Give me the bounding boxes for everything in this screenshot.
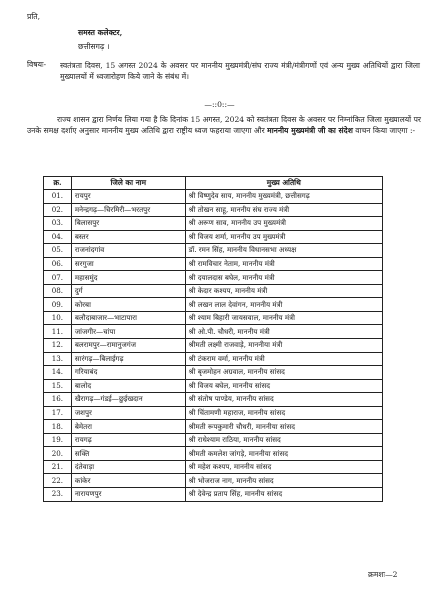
row-chief-guest: श्री रामविचार नेताम, माननीय मंत्री <box>185 257 382 271</box>
row-chief-guest: श्री संतोष पाण्डेय, माननीय सांसद <box>185 393 382 407</box>
row-serial: 02. <box>44 203 72 217</box>
table-row <box>44 460 383 474</box>
row-serial: 20. <box>44 447 72 461</box>
row-district: रायपुर <box>71 190 185 204</box>
row-district: बलौदाबाजार—भाटापारा <box>71 311 185 325</box>
table-row <box>44 366 383 380</box>
row-serial: 03. <box>44 217 72 231</box>
row-chief-guest: श्री विजय बघेल, माननीय सांसद <box>185 379 382 393</box>
header-serial: क्र. <box>44 177 72 190</box>
row-district: जांजगीर—चांपा <box>71 325 185 339</box>
row-serial: 06. <box>44 257 72 271</box>
row-district: रायगढ़ <box>71 433 185 447</box>
row-serial: 08. <box>44 284 72 298</box>
body-paragraph <box>27 115 421 136</box>
row-district: दंतेवाड़ा <box>71 460 185 474</box>
row-district: राजनांदगांव <box>71 244 185 258</box>
subject-label: विषयः- <box>27 60 47 69</box>
addressee: समस्त कलेक्टर, <box>78 28 123 37</box>
row-chief-guest: श्री भोजराज नाग, माननीय सांसद <box>185 474 382 488</box>
separator: —::0::— <box>204 100 235 109</box>
row-serial: 18. <box>44 420 72 434</box>
row-serial: 21. <box>44 460 72 474</box>
table-row <box>44 433 383 447</box>
row-serial: 19. <box>44 433 72 447</box>
table-row <box>44 406 383 420</box>
row-chief-guest: श्री महेश कश्यप, माननीय सांसद <box>185 460 382 474</box>
table-row <box>44 284 383 298</box>
table-row <box>44 257 383 271</box>
row-district: गरियाबंद <box>71 366 185 380</box>
row-chief-guest: श्रीमती कमलेश जांगड़े, माननीया सांसद <box>185 447 382 461</box>
row-serial: 15. <box>44 379 72 393</box>
table-header-row <box>44 177 383 190</box>
row-chief-guest: श्री टंकराम वर्मा, माननीय मंत्री <box>185 352 382 366</box>
table-row <box>44 190 383 204</box>
row-district: बलरामपुर—रामानुजगंज <box>71 339 185 353</box>
paragraph-bold: माननीय मुख्यमंत्री जी का संदेश <box>267 125 353 135</box>
row-chief-guest: श्री लखन लाल देवांगन, माननीय मंत्री <box>185 298 382 312</box>
row-district: नारायणपुर <box>71 488 185 502</box>
row-chief-guest: श्री बृजमोहन अग्रवाल, माननीय सांसद <box>185 366 382 380</box>
row-district: सक्ति <box>71 447 185 461</box>
row-chief-guest: श्री केदार कश्यप, माननीय मंत्री <box>185 284 382 298</box>
row-chief-guest: श्री विजय शर्मा, माननीय उप मुख्यमंत्री <box>185 230 382 244</box>
row-chief-guest: श्री चिंतामणी महाराज, माननीय सांसद <box>185 406 382 420</box>
row-chief-guest: श्री विष्णुदेव साय, माननीय मुख्यमंत्री, छत्तीसगढ़ <box>185 190 382 204</box>
row-district: बस्तर <box>71 230 185 244</box>
row-serial: 22. <box>44 474 72 488</box>
table-row <box>44 393 383 407</box>
table-row <box>44 352 383 366</box>
row-serial: 07. <box>44 271 72 285</box>
row-chief-guest: श्री अरूण साव, माननीय उप मुख्यमंत्री <box>185 217 382 231</box>
row-serial: 17. <box>44 406 72 420</box>
row-serial: 12. <box>44 339 72 353</box>
row-serial: 14. <box>44 366 72 380</box>
row-district: सारंगढ़—बिलाईगढ़ <box>71 352 185 366</box>
row-chief-guest: श्रीमती लक्ष्मी राजवाड़े, माननीया मंत्री <box>185 339 382 353</box>
row-district: बिलासपुर <box>71 217 185 231</box>
addressee-state: छत्तीसगढ़ । <box>78 42 110 51</box>
table-row <box>44 420 383 434</box>
guests-table <box>43 176 383 502</box>
subject-text: स्वतंत्रता दिवस, 15 अगस्त 2024 के अवसर पर माननीय मुख्यमंत्री/संघ राज्य मंत्री/मंत्रीगणों एवं अन्य मुख्य अतिथियों द्वारा जिला मुख्यालयों में ध्वजारोहण किये जाने के संबंध में। <box>60 61 420 81</box>
row-district: जशपुर <box>71 406 185 420</box>
row-serial: 13. <box>44 352 72 366</box>
table-row <box>44 447 383 461</box>
table-row <box>44 230 383 244</box>
row-serial: 05. <box>44 244 72 258</box>
row-serial: 09. <box>44 298 72 312</box>
table-row <box>44 379 383 393</box>
row-district: बेमेतरा <box>71 420 185 434</box>
header-chief-guest: मुख्य अतिथि <box>185 177 382 190</box>
row-serial: 23. <box>44 488 72 502</box>
row-district: मनेन्द्रगढ़—चिरमिरी—भरतपुर <box>71 203 185 217</box>
row-district: दुर्ग <box>71 284 185 298</box>
row-chief-guest: श्री राधेश्याम राठिया, माननीय सांसद <box>185 433 382 447</box>
row-serial: 04. <box>44 230 72 244</box>
row-district: बालोद <box>71 379 185 393</box>
header-district: जिले का नाम <box>71 177 185 190</box>
table-row <box>44 474 383 488</box>
table-row <box>44 311 383 325</box>
row-chief-guest: श्री श्याम बिहारी जायसवाल, माननीय मंत्री <box>185 311 382 325</box>
row-chief-guest: श्री ओ.पी. चौधरी, माननीय मंत्री <box>185 325 382 339</box>
row-chief-guest: श्री दयालदास बघेल, माननीय मंत्री <box>185 271 382 285</box>
row-serial: 16. <box>44 393 72 407</box>
row-district: कांकेर <box>71 474 185 488</box>
table-row <box>44 244 383 258</box>
table-row <box>44 339 383 353</box>
continued-marker: क्रमशः—2 <box>368 570 398 579</box>
paragraph-end: वाचन किया जाएगा :- <box>355 125 416 135</box>
table-row <box>44 217 383 231</box>
table-row <box>44 325 383 339</box>
row-serial: 10. <box>44 311 72 325</box>
row-district: महासमुंद <box>71 271 185 285</box>
table-row <box>44 488 383 502</box>
row-serial: 11. <box>44 325 72 339</box>
row-district: सरगुजा <box>71 257 185 271</box>
row-chief-guest: श्रीमती रूपकुमारी चौधरी, माननीया सांसद <box>185 420 382 434</box>
table-row <box>44 203 383 217</box>
paragraph-main: राज्य शासन द्वारा निर्णय लिया गया है कि दिनांक 15 अगस्त, 2024 को स्वतंत्रता दिवस के अवसर पर निम्नांकित जिला मुख्यालयों पर उनके समक्ष दर्शाए अनुसार माननीय मुख्य अतिथि द्वारा राष्ट्रीय ध्वज फहराया जाएगा और <box>27 115 421 135</box>
salutation-prati: प्रति, <box>27 12 41 21</box>
row-district: कोरबा <box>71 298 185 312</box>
row-chief-guest: डॉ. रमन सिंह, माननीय विधानसभा अध्यक्ष <box>185 244 382 258</box>
row-chief-guest: श्री देवेन्द्र प्रताप सिंह, माननीय सांसद <box>185 488 382 502</box>
row-serial: 01. <box>44 190 72 204</box>
row-chief-guest: श्री तोखन साहू, माननीय संघ राज्य मंत्री <box>185 203 382 217</box>
row-district: खैरागढ़—गंडई—छुईखदान <box>71 393 185 407</box>
table-row <box>44 298 383 312</box>
table-row <box>44 271 383 285</box>
